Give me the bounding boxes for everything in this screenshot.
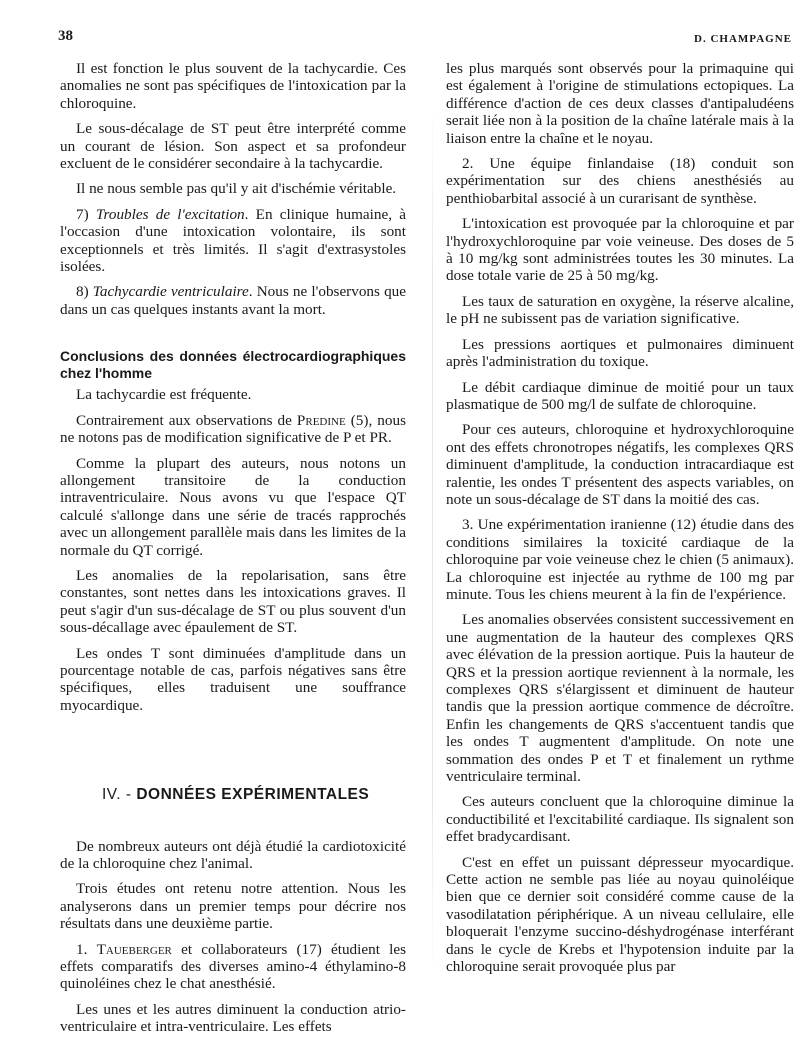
author-name: Taueberger xyxy=(96,940,172,958)
item-title: Troubles de l'excitation xyxy=(95,205,245,223)
item-7 xyxy=(60,206,406,276)
item-label: 8) xyxy=(76,283,93,301)
page-number: 38 xyxy=(58,28,73,44)
paragraph: Les pressions aortiques et pulmonaires diminuent après l'administration du toxique. xyxy=(446,335,794,371)
paragraph: Pour ces auteurs, chloroquine et hydroxychloroquine ont des effets chronotropes négatifs, les complexes QRS diminuent d'amplitude, la conduction intracardiaque est ralentie, les ondes T présentent des aspects variables, on note un sous-décalage de ST dans la moitié des cas. xyxy=(446,421,794,508)
right-column xyxy=(446,60,794,984)
item-label: 7) xyxy=(76,205,96,223)
paragraph xyxy=(60,941,406,993)
item-text: . En clinique humaine, à l'occasion d'une intoxication volontaire, ils sont exceptionnels et très limités. Il s'agit d'extrasystoles isolées. xyxy=(60,205,406,276)
paragraph: Les anomalies observées consistent successivement en une augmentation de la hauteur des complexes QRS avec élévation de la pression aortique. Puis la hauteur de QRS et la pression aortique reviennent à la normale, les complexes QRS s'élargissent et diminuent de hauteur tandis que la pression aortique commence de décroître. Enfin les changements de QRS s'accentuent tandis que les ondes T augmentent d'amplitude. On note une sommation des ondes P et T et finalement un rythme ventriculaire terminal. xyxy=(446,611,794,786)
text: et collaborateurs (17) étudient les effets comparatifs des diverses amino-4 éthylamino-8 quinoléines chez le chat anesthésié. xyxy=(60,940,406,993)
author-name: Predine xyxy=(296,411,346,429)
paragraph: La tachycardie est fréquente. xyxy=(76,386,252,404)
item-8 xyxy=(60,283,406,318)
part-number: IV. - xyxy=(102,786,132,804)
paragraph xyxy=(60,412,406,447)
item-text: . Nous ne l'observons que dans un cas quelques instants avant la mort. xyxy=(60,283,407,318)
text: 1. xyxy=(76,940,97,958)
paragraph: Comme la plupart des auteurs, nous notons un allongement transitoire de la conduction intraventriculaire. Nous avons vu que l'espace QT calculé s'allonge dans une série de tracés rapprochés avec un allongement parallèle mais dans les limites de la normale du QT corrigé. xyxy=(60,454,406,559)
paragraph: 2. Une équipe finlandaise (18) conduit son expérimentation sur des chiens anesthésiés au penthiobarbital associé à un curarisant de synthèse. xyxy=(446,155,794,207)
paragraph: Il est fonction le plus souvent de la tachycardie. Ces anomalies ne sont pas spécifiques de l'intoxication par la chloroquine. xyxy=(60,60,406,112)
running-header: D. CHAMPAGNE xyxy=(694,33,792,45)
paragraph: C'est en effet un puissant dépresseur myocardique. Cette action ne semble pas liée au noyau quinoléique bien que ce dernier soit considéré comme cause de la vasodilatation périphérique. A un niveau cellulaire, elle bloquerait l'enzyme succino-déshydrogénase interférant dans le cycle de Krebs et l'hypotension induite par la chloroquine serait provoquée plus par xyxy=(446,853,794,976)
section-heading: Conclusions des données électrocardiographiques chez l'homme xyxy=(60,348,406,382)
part-heading xyxy=(102,786,406,803)
paragraph: Le sous-décalage de ST peut être interprété comme un courant de lésion. Son aspect et sa profondeur excluent de le considérer secondaire à la tachycardie. xyxy=(60,120,406,173)
paragraph: L'intoxication est provoquée par la chloroquine et par l'hydroxychloroquine par voie veineuse. Des doses de 5 à 10 mg/kg sont administrées toutes les 30 minutes. La dose totale varie de 25 à 50 mg/kg. xyxy=(446,215,794,285)
paragraph: Le débit cardiaque diminue de moitié pour un taux plasmatique de 500 mg/l de sulfate de chloroquine. xyxy=(446,378,794,413)
item-title: Tachycardie ventriculaire xyxy=(92,283,249,301)
paragraph: Il ne nous semble pas qu'il y ait d'ischémie véritable. xyxy=(76,180,397,198)
paragraph: Les anomalies de la repolarisation, sans être constantes, sont nettes dans les intoxications graves. Il peut s'agir d'un sus-décalage de ST ou plus souvent d'un sous-décallage avec épaulement de ST. xyxy=(60,566,406,637)
paragraph: les plus marqués sont observés pour la primaquine qui est également à l'origine de stimulations ectopiques. La différence d'action de ces deux classes d'antipaludéens serait liée non à la position de la chaîne latérale mais à la liaison entre la chaîne et le noyau. xyxy=(446,60,794,147)
text: Contrairement aux observations de xyxy=(76,411,297,429)
left-column xyxy=(60,60,406,1044)
paragraph: Les ondes T sont diminuées d'amplitude dans un pourcentage notable de cas, parfois négatives sans être spécifiques, elles traduisent une souffrance myocardique. xyxy=(60,644,406,714)
column-divider xyxy=(432,100,433,980)
paragraph: 3. Une expérimentation iranienne (12) étudie dans des conditions similaires la toxicité cardiaque de la chloroquine par voie veineuse chez le chien (5 animaux). La chloroquine est injectée au rythme de 100 mg par minute. Tous les chiens meurent à la fin de l'expérience. xyxy=(446,516,794,603)
part-title: DONNÉES EXPÉRIMENTALES xyxy=(136,786,370,804)
paragraph: Trois études ont retenu notre attention. Nous les analyserons dans un premier temps pour décrire nos résultats dans une deuxième partie. xyxy=(60,880,406,933)
paragraph: Les taux de saturation en oxygène, la réserve alcaline, le pH ne subissent pas de variation significative. xyxy=(446,292,794,328)
paragraph: Les unes et les autres diminuent la conduction atrio-ventriculaire et intra-ventriculaire. Les effets xyxy=(60,1000,406,1036)
text: (5), nous ne notons pas de modification significative de P et PR. xyxy=(60,411,406,447)
paragraph: De nombreux auteurs ont déjà étudié la cardiotoxicité de la chloroquine chez l'animal. xyxy=(60,837,406,872)
paragraph: Ces auteurs concluent que la chloroquine diminue la conductibilité et l'excitabilité cardiaque. Ils signalent son effet bradycardisant. xyxy=(446,793,794,846)
